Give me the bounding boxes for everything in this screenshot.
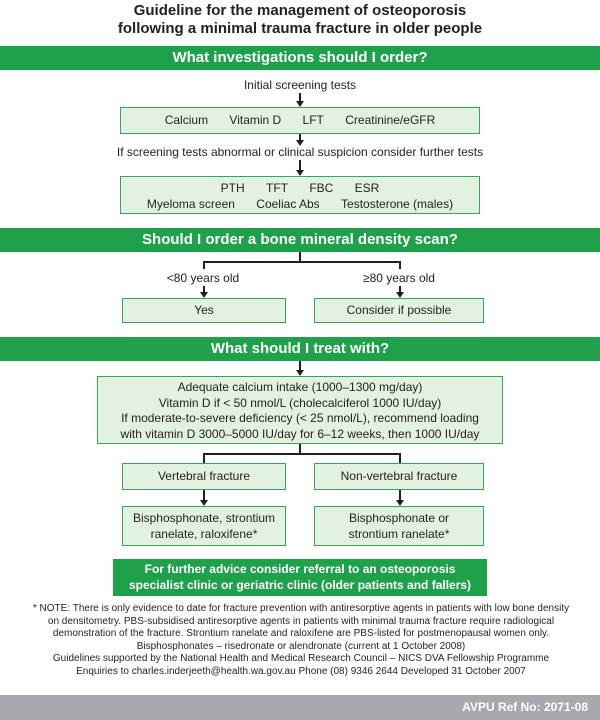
- test-esr: ESR: [354, 181, 380, 195]
- referral-line-1: For further advice consider referral to an osteoporosis: [144, 562, 456, 576]
- bmd-right-drop: [399, 261, 401, 269]
- calcium-line-4: with vitamin D 3000–5000 IU/day for 6–12 weeks, then 1000 IU/day: [120, 426, 480, 441]
- note-line-4: Bisphosphonates – risedronate or alendronate (current at 1 October 2008): [136, 640, 466, 652]
- section-header-treat: What should I treat with?: [0, 337, 600, 361]
- test-testosterone: Testosterone (males): [341, 197, 454, 211]
- test-coeliac: Coeliac Abs: [256, 197, 320, 211]
- test-creatinine: Creatinine/eGFR: [345, 113, 436, 127]
- arrow-to-non-vertebral-treatment: [399, 490, 401, 504]
- vertebral-fracture-box: Vertebral fracture: [122, 463, 286, 490]
- treat-split-line: [203, 453, 401, 455]
- section-header-bmd: Should I order a bone mineral density scan?: [0, 228, 600, 252]
- arrow-to-further-tests: [299, 160, 301, 174]
- note-line-1: * NOTE: There is only evidence to date for fracture prevention with antiresorptive agents in patients with low bone density: [32, 603, 570, 614]
- test-lft: LFT: [302, 113, 324, 127]
- calcium-line-2: Vitamin D if < 50 nmol/L (cholecalciferol 1000 IU/day): [158, 395, 442, 410]
- note-line-2: on densitometry. PBS-subsidised antiresorptive agents in patients with minimal trauma fracture require radiological: [47, 615, 555, 627]
- title-line-2: following a minimal trauma fracture in older people: [117, 20, 483, 37]
- bmd-yes-box: Yes: [122, 298, 286, 323]
- treat-right-drop: [399, 453, 401, 463]
- treat-left-drop: [203, 453, 205, 463]
- page-title: [0, 2, 600, 38]
- further-tests-box: [120, 176, 480, 214]
- age-over-80-label: ≥80 years old: [363, 271, 435, 285]
- calcium-vitamin-d-box: [97, 376, 503, 444]
- calcium-line-3: If moderate-to-severe deficiency (< 25 nmol/L), recommend loading: [121, 411, 479, 425]
- further-tests-row-2: [121, 196, 479, 212]
- reference-footer: AVPU Ref No: 2071-08: [0, 695, 600, 720]
- bmd-split-line: [203, 261, 401, 263]
- referral-line-2: specialist clinic or geriatric clinic (older patients and fallers): [128, 578, 472, 592]
- arrow-to-calcium-box: [299, 361, 301, 374]
- referral-banner: [113, 559, 487, 596]
- vertebral-tx-line-1: Bisphosphonate, strontium: [132, 511, 276, 525]
- non-vertebral-fracture-box: Non-vertebral fracture: [314, 463, 484, 490]
- age-under-80-label: <80 years old: [166, 271, 240, 285]
- non-vertebral-tx-line-1: Bisphosphonate or: [348, 511, 450, 525]
- bmd-consider-box: Consider if possible: [314, 298, 484, 323]
- note-line-5: Guidelines supported by the National Health and Medical Research Council – NICS DVA Fellowship Programme: [52, 653, 550, 664]
- test-fbc: FBC: [309, 181, 334, 195]
- calcium-line-1: Adequate calcium intake (1000–1300 mg/day): [177, 380, 423, 394]
- note-line-3: demonstration of the fracture. Strontium ranelate and raloxifene are PBS-listed for postmenopausal women only.: [52, 628, 550, 639]
- vertebral-treatment-box: [122, 506, 286, 546]
- arrow-to-yes: [203, 286, 205, 296]
- non-vertebral-treatment-box: [314, 506, 484, 546]
- arrow-to-consider: [399, 286, 401, 296]
- further-tests-row-1: [121, 180, 479, 196]
- non-vertebral-tx-line-2: strontium ranelate*: [348, 527, 450, 541]
- test-vitamin-d: Vitamin D: [229, 113, 282, 127]
- vertebral-tx-line-2: ranelate, raloxifene*: [150, 527, 258, 541]
- footnote: [6, 603, 596, 678]
- arrow-to-vertebral-treatment: [203, 490, 205, 504]
- test-tft: TFT: [265, 181, 288, 195]
- note-line-6: Enquiries to charles.inderjeeth@health.wa.gov.au Phone (08) 9346 2644 Developed 31 October 2007: [76, 665, 526, 677]
- initial-tests-box: [120, 107, 480, 134]
- bmd-left-drop: [203, 261, 205, 269]
- arrow-from-initial-tests: [299, 134, 301, 144]
- title-line-1: Guideline for the management of osteoporosis: [133, 2, 467, 19]
- section-header-investigations: What investigations should I order?: [0, 46, 600, 70]
- initial-screening-label: Initial screening tests: [243, 78, 357, 92]
- arrow-to-initial-tests: [299, 93, 301, 105]
- test-myeloma: Myeloma screen: [146, 197, 235, 211]
- test-pth: PTH: [220, 181, 245, 195]
- further-tests-label: If screening tests abnormal or clinical suspicion consider further tests: [116, 145, 484, 159]
- test-calcium: Calcium: [164, 113, 209, 127]
